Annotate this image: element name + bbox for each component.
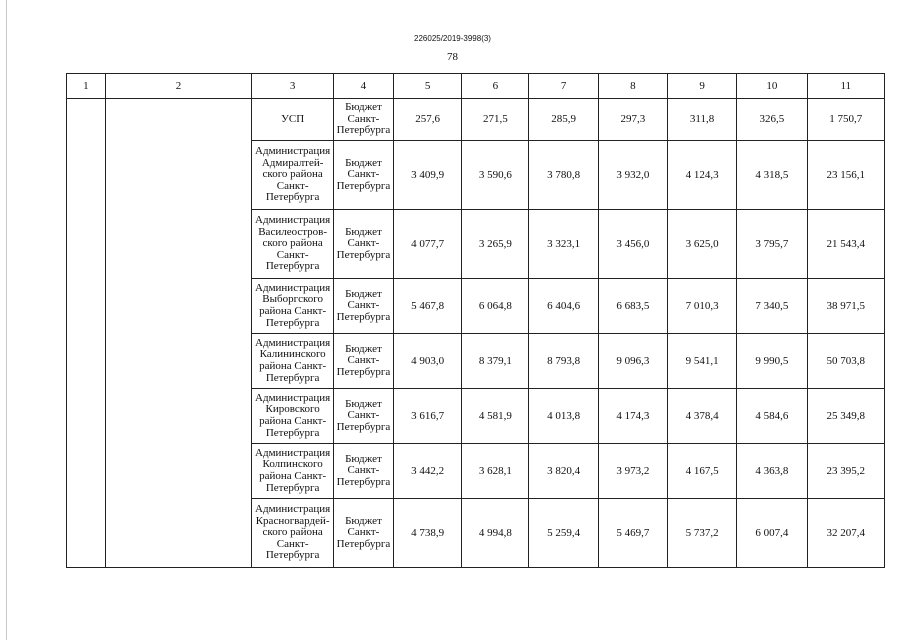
value-cell: 4 994,8 [462, 499, 529, 568]
value-cell: 25 349,8 [807, 389, 884, 444]
column-header: 11 [807, 74, 884, 99]
value-cell: 9 096,3 [598, 334, 667, 389]
value-cell: 3 442,2 [393, 444, 461, 499]
table-row [67, 499, 885, 568]
value-cell: 4 077,7 [393, 210, 461, 279]
header-row [67, 74, 885, 99]
document-number: 226025/2019-3998(3) [414, 34, 491, 43]
value-cell: 5 259,4 [529, 499, 598, 568]
row-description-cell [105, 210, 252, 279]
table-row [67, 334, 885, 389]
row-description-cell [105, 334, 252, 389]
row-number-cell [67, 141, 106, 210]
value-cell: 3 780,8 [529, 141, 598, 210]
value-cell: 38 971,5 [807, 279, 884, 334]
value-cell: 4 013,8 [529, 389, 598, 444]
organization-cell: УСП [252, 99, 333, 141]
value-cell: 6 683,5 [598, 279, 667, 334]
value-cell: 3 628,1 [462, 444, 529, 499]
value-cell: 297,3 [598, 99, 667, 141]
value-cell: 1 750,7 [807, 99, 884, 141]
organization-cell: Администрация Калининского района Санкт-Петербурга [252, 334, 333, 389]
value-cell: 3 625,0 [667, 210, 736, 279]
column-header: 4 [333, 74, 393, 99]
value-cell: 271,5 [462, 99, 529, 141]
value-cell: 311,8 [667, 99, 736, 141]
organization-cell: Администрация Колпинского района Санкт-Петербурга [252, 444, 333, 499]
value-cell: 50 703,8 [807, 334, 884, 389]
table-row [67, 99, 885, 141]
row-number-cell [67, 389, 106, 444]
value-cell: 3 265,9 [462, 210, 529, 279]
row-description-cell [105, 389, 252, 444]
value-cell: 4 318,5 [737, 141, 807, 210]
organization-cell: Администрация Выборгского района Санкт-Петербурга [252, 279, 333, 334]
row-description-cell [105, 279, 252, 334]
budget-source-cell: Бюджет Санкт-Петербурга [333, 279, 393, 334]
value-cell: 6 007,4 [737, 499, 807, 568]
budget-source-cell: Бюджет Санкт-Петербурга [333, 499, 393, 568]
value-cell: 3 409,9 [393, 141, 461, 210]
row-number-cell [67, 99, 106, 141]
value-cell: 32 207,4 [807, 499, 884, 568]
value-cell: 3 616,7 [393, 389, 461, 444]
row-number-cell [67, 334, 106, 389]
value-cell: 9 990,5 [737, 334, 807, 389]
value-cell: 6 064,8 [462, 279, 529, 334]
value-cell: 4 167,5 [667, 444, 736, 499]
row-number-cell [67, 210, 106, 279]
table-row [67, 210, 885, 279]
value-cell: 5 469,7 [598, 499, 667, 568]
value-cell: 326,5 [737, 99, 807, 141]
value-cell: 23 395,2 [807, 444, 884, 499]
value-cell: 4 124,3 [667, 141, 736, 210]
value-cell: 4 581,9 [462, 389, 529, 444]
scan-edge-line [6, 0, 7, 640]
budget-source-cell: Бюджет Санкт-Петербурга [333, 210, 393, 279]
budget-source-cell: Бюджет Санкт-Петербурга [333, 141, 393, 210]
column-header: 2 [105, 74, 252, 99]
value-cell: 4 174,3 [598, 389, 667, 444]
value-cell: 3 323,1 [529, 210, 598, 279]
organization-cell: Администрация Красногвардей-ского района Санкт-Петербурга [252, 499, 333, 568]
value-cell: 4 378,4 [667, 389, 736, 444]
value-cell: 7 340,5 [737, 279, 807, 334]
budget-source-cell: Бюджет Санкт-Петербурга [333, 99, 393, 141]
value-cell: 3 590,6 [462, 141, 529, 210]
row-description-cell [105, 444, 252, 499]
row-description-cell [105, 499, 252, 568]
column-header: 8 [598, 74, 667, 99]
row-number-cell [67, 279, 106, 334]
value-cell: 4 738,9 [393, 499, 461, 568]
column-header: 9 [667, 74, 736, 99]
value-cell: 257,6 [393, 99, 461, 141]
value-cell: 3 795,7 [737, 210, 807, 279]
value-cell: 5 737,2 [667, 499, 736, 568]
value-cell: 4 363,8 [737, 444, 807, 499]
value-cell: 3 932,0 [598, 141, 667, 210]
organization-cell: Администрация Василеостров-ского района Санкт-Петербурга [252, 210, 333, 279]
table-row [67, 279, 885, 334]
table-row [67, 141, 885, 210]
row-description-cell [105, 141, 252, 210]
budget-table [66, 73, 885, 568]
row-number-cell [67, 444, 106, 499]
organization-cell: Администрация Кировского района Санкт-Петербурга [252, 389, 333, 444]
column-header: 5 [393, 74, 461, 99]
organization-cell: Администрация Адмиралтей-ского района Санкт-Петербурга [252, 141, 333, 210]
value-cell: 8 793,8 [529, 334, 598, 389]
value-cell: 5 467,8 [393, 279, 461, 334]
column-header: 6 [462, 74, 529, 99]
budget-source-cell: Бюджет Санкт-Петербурга [333, 389, 393, 444]
budget-source-cell: Бюджет Санкт-Петербурга [333, 444, 393, 499]
column-header: 7 [529, 74, 598, 99]
table-row [67, 389, 885, 444]
value-cell: 8 379,1 [462, 334, 529, 389]
value-cell: 9 541,1 [667, 334, 736, 389]
value-cell: 23 156,1 [807, 141, 884, 210]
row-description-cell [105, 99, 252, 141]
column-header: 10 [737, 74, 807, 99]
value-cell: 3 456,0 [598, 210, 667, 279]
column-header: 1 [67, 74, 106, 99]
value-cell: 6 404,6 [529, 279, 598, 334]
value-cell: 4 584,6 [737, 389, 807, 444]
page-number: 78 [447, 51, 458, 63]
column-header: 3 [252, 74, 333, 99]
value-cell: 4 903,0 [393, 334, 461, 389]
row-number-cell [67, 499, 106, 568]
value-cell: 285,9 [529, 99, 598, 141]
table-row [67, 444, 885, 499]
value-cell: 7 010,3 [667, 279, 736, 334]
value-cell: 3 973,2 [598, 444, 667, 499]
value-cell: 21 543,4 [807, 210, 884, 279]
budget-source-cell: Бюджет Санкт-Петербурга [333, 334, 393, 389]
value-cell: 3 820,4 [529, 444, 598, 499]
